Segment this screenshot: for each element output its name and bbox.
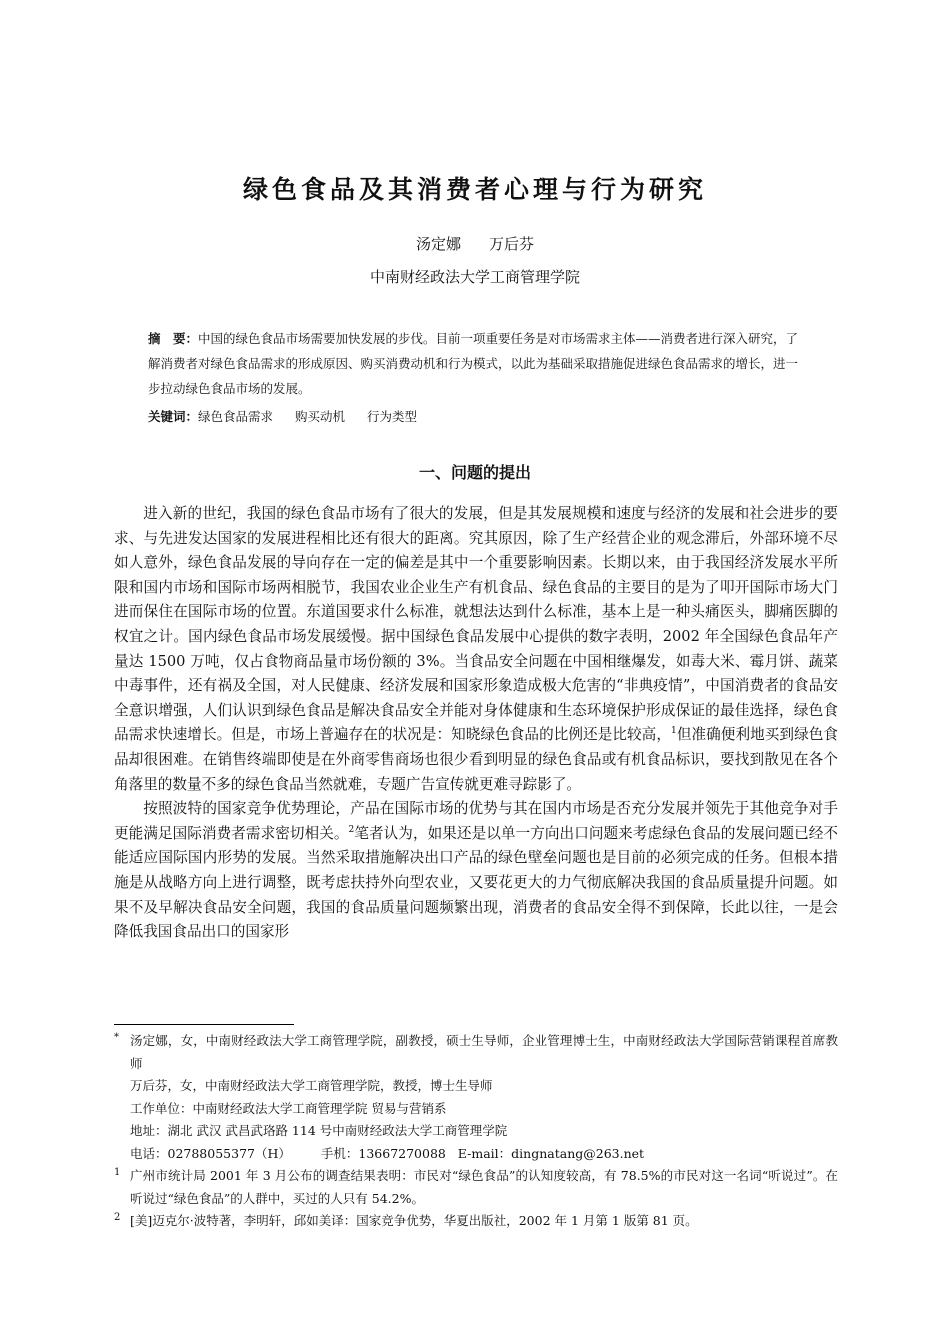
footnote-line: 地址：湖北 武汉 武昌武珞路 114 号中南财经政法大学工商管理学院	[130, 1123, 508, 1138]
footnote-text: [美]迈克尔·波特著，李明轩，邱如美译：国家竞争优势，华夏出版社，2002 年 1 月第 1 版第 81 页。	[130, 1213, 698, 1228]
paper-title: 绿色食品及其消费者心理与行为研究	[242, 175, 707, 204]
keywords	[148, 406, 808, 428]
abstract	[148, 326, 808, 401]
footnote-line: 工作单位：中南财经政法大学工商管理学院 贸易与营销系	[130, 1100, 447, 1116]
body-text	[114, 502, 838, 945]
footnote-line: 万后芬，女，中南财经政法大学工商管理学院，教授，博士生导师	[130, 1078, 493, 1093]
mobile-text: 手机：13667270088	[320, 1145, 446, 1161]
paragraph	[114, 502, 838, 797]
footnote-1	[114, 1165, 838, 1210]
affiliation: 中南财经政法大学工商管理学院	[369, 268, 580, 286]
paragraph-text: 按照波特的国家竞争优势理论，产品在国际市场的优势与其在国内市场是否充分发展并领先于其他竞争对手更能满足国际消费者需求密切相关。	[114, 800, 838, 842]
paragraph-text: 笔者认为，如果还是以单一方向出口问题来考虑绿色食品的发展问题已经不能适应国际国内形势的发展。当然采取措施解决出口产品的绿色壁垒问题也是目前的必须完成的任务。但根本措施是从战略方向上进行调整，既考虑扶持外向型农业，又要花更大的力气彻底解决我国的食品质量提升问题。如果不及早解决食品安全问题，我国的食品质量问题频繁出现，消费者的食品安全得不到保障，长此以往，一是会降低我国食品出口的国家形	[114, 824, 838, 941]
paragraph-text: 进入新的世纪，我国的绿色食品市场有了很大的发展，但是其发展规模和速度与经济的发展和社会进步的要求、与先进发达国家的发展进程相比还有很大的距离。究其原因，除了生产经营企业的观念滞后，外部环境不尽如人意外，绿色食品发展的导向存在一定的偏差是其中一个重要影响因素。长期以来，由于我国经济发展水平所限和国内市场和国际市场两相脱节，我国农业企业生产有机食品、绿色食品的主要目的是为了叩开国际市场大门进而保住在国际市场的位置。东道国要求什么标准，就想法达到什么标准，基本上是一种头痛医头，脚痛医脚的权宜之计。国内绿色食品市场发展缓慢。据中国绿色食品发展中心提供的数字表明，2002 年全国绿色食品年产量达 1500 万吨，仅占食物商品量市场份额的 3%。当食品安全问题在中国相继爆发，如毒大米、霉月饼、蔬菜中毒事件，还有祸及全国，对人民健康、经济发展和国家形象造成极大危害的“非典疫情”，中国消费者的食品安全意识增强，人们认识到绿色食品是解决食品安全并能对身体健康和生态环境保护形成保证的最佳选择，绿色食品需求快速增长。但是，市场上普遍存在的状况是：知晓绿色食品的比例还是比较高，	[114, 505, 838, 744]
footnote-text: 广州市统计局 2001 年 3 月公布的调查结果表明：市民对“绿色食品”的认知度较高，有 78.5%的市民对这一名词“听说过”。在听说过“绿色食品”的人群中，买过的人只有 54.2%。	[130, 1168, 838, 1206]
footnote-2	[114, 1210, 838, 1233]
footnote-ref[interactable]: 1	[671, 726, 677, 737]
footnote-mark: *	[114, 1032, 119, 1043]
footnote-line: 汤定娜，女，中南财经政法大学工商管理学院，副教授，硕士生导师，企业管理博士生，中南财经政法大学国际营销课程首席教师	[130, 1033, 838, 1071]
author-name: 汤定娜	[415, 235, 461, 253]
phone-text: 电话：02788055377（H）	[130, 1145, 291, 1161]
footnote-mark: 2	[114, 1212, 121, 1223]
footnotes	[114, 1030, 838, 1233]
footnote-contact-line	[130, 1143, 838, 1166]
footnote-author	[114, 1030, 838, 1165]
email-text: E-mail：dingnatang@263.net	[457, 1145, 645, 1161]
footnote-ref[interactable]: 2	[348, 824, 355, 835]
abstract-label: 摘 要：	[148, 331, 199, 346]
section-heading: 一、问题的提出	[418, 463, 531, 482]
paragraph-text: 但准确便利地买到绿色食品却很困难。在销售终端即使是在外商零售商场也很少看到明显的绿色食品或有机食品标识，要找到散见在各个角落里的数量不多的绿色食品当然就难，专题广告宣传就更难寻踪影了。	[114, 726, 838, 793]
author-name: 万后芬	[489, 235, 535, 253]
keyword: 绿色食品需求	[198, 409, 274, 424]
abstract-text: 中国的绿色食品市场需要加快发展的步伐。目前一项重要任务是对市场需求主体——消费者进行深入研究，了解消费者对绿色食品需求的形成原因、购买消费动机和行为模式，以此为基础采取措施促进绿色食品需求的增长，进一步拉动绿色食品市场的发展。	[148, 331, 799, 396]
author-list	[0, 233, 950, 254]
keyword: 购买动机	[295, 409, 346, 424]
keyword: 行为类型	[367, 409, 418, 424]
keywords-label: 关键词：	[148, 409, 199, 424]
paragraph	[114, 797, 838, 945]
footnote-mark: 1	[114, 1167, 121, 1178]
footnote-divider	[114, 1024, 294, 1025]
